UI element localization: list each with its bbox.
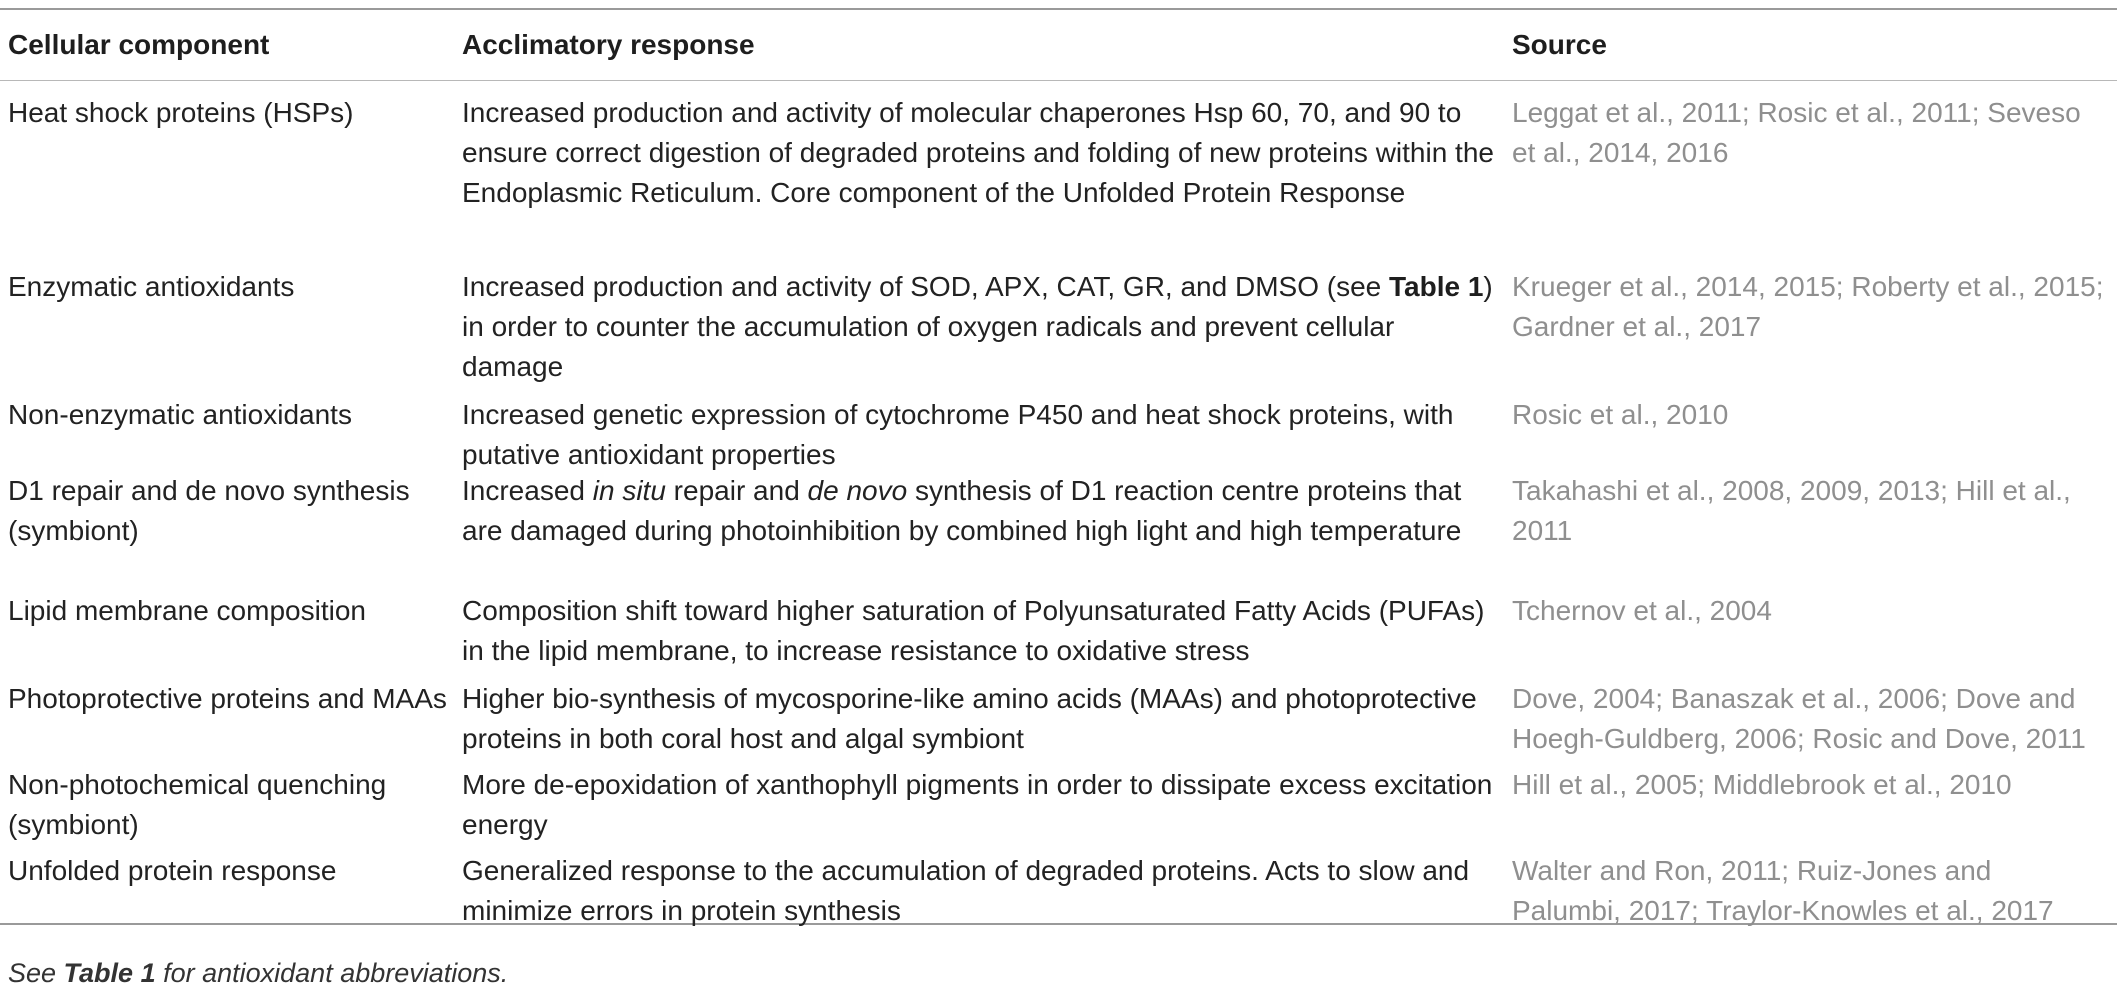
row-response: Increased production and activity of molecular chaperones Hsp 60, 70, and 90 to ensure correct digestion of degraded proteins and folding of new proteins within the Endoplasmic Reticulum. Core component of the Unfolded Protein Response: [462, 97, 1494, 208]
table-row: [0, 579, 2117, 667]
row-response: Generalized response to the accumulation of degraded proteins. Acts to slow and minimize errors in protein synthesis: [462, 855, 1470, 926]
row-source: Krueger et al., 2014, 2015; Roberty et al., 2015; Gardner et al., 2017: [1512, 271, 2104, 342]
row-response: [462, 471, 1512, 579]
header-acclimatory-response: Acclimatory response: [462, 29, 755, 60]
row-response: [462, 267, 1512, 383]
row-source: Tchernov et al., 2004: [1512, 595, 1772, 626]
row-component: Photoprotective proteins and MAAs: [8, 683, 447, 714]
row-source: Dove, 2004; Banaszak et al., 2006; Dove and Hoegh-Guldberg, 2006; Rosic and Dove, 2011: [1512, 683, 2086, 754]
row-source: Takahashi et al., 2008, 2009, 2013; Hill et al., 2011: [1512, 475, 2071, 546]
row-component: Lipid membrane composition: [8, 595, 366, 626]
response-text: ) in order to counter the accumulation of oxygen radicals and prevent cellular damage: [462, 271, 1493, 382]
response-text-italic: in situ: [592, 475, 666, 506]
row-response: More de-epoxidation of xanthophyll pigments in order to dissipate excess excitation energy: [462, 769, 1493, 840]
row-source: Rosic et al., 2010: [1512, 399, 1729, 430]
table-row: [0, 839, 2117, 926]
table-row: [0, 383, 2117, 470]
table-row: [0, 667, 2117, 753]
table-row: [0, 255, 2117, 383]
table-header-row: [0, 10, 2117, 80]
row-source: Hill et al., 2005; Middlebrook et al., 2010: [1512, 769, 2012, 800]
footnote-text: for antioxidant abbreviations.: [155, 958, 509, 988]
table-row: [0, 753, 2117, 839]
row-source: Leggat et al., 2011; Rosic et al., 2011; Seveso et al., 2014, 2016: [1512, 97, 2081, 168]
table-row: [0, 81, 2117, 255]
row-component: Enzymatic antioxidants: [8, 271, 295, 302]
table-reference-link[interactable]: Table 1: [63, 958, 156, 988]
response-text: Increased: [462, 475, 593, 506]
row-response: Composition shift toward higher saturation of Polyunsaturated Fatty Acids (PUFAs) in the lipid membrane, to increase resistance to oxidative stress: [462, 595, 1485, 666]
row-response: Increased genetic expression of cytochrome P450 and heat shock proteins, with putative antioxidant properties: [462, 399, 1454, 470]
row-component: Unfolded protein response: [8, 855, 337, 886]
header-source: Source: [1512, 29, 1607, 60]
response-text: repair and: [665, 475, 808, 506]
header-cellular-component: Cellular component: [8, 29, 270, 60]
response-text: Increased production and activity of SOD, APX, CAT, GR, and DMSO (see: [462, 271, 1389, 302]
response-text: synthesis of D1 reaction centre proteins that are damaged during photoinhibition by combined high light and high temperature: [462, 475, 1462, 546]
row-component: D1 repair and de novo synthesis (symbiont): [8, 475, 410, 546]
data-table: [0, 8, 2117, 925]
response-text-italic: de novo: [807, 475, 908, 506]
table-reference-link[interactable]: Table 1: [1389, 271, 1484, 302]
row-component: Non-photochemical quenching (symbiont): [8, 769, 387, 840]
footnote-text: See: [8, 958, 64, 988]
table-footnote: [8, 960, 508, 987]
row-source: Walter and Ron, 2011; Ruiz-Jones and Palumbi, 2017; Traylor-Knowles et al., 2017: [1512, 855, 2054, 926]
row-component: Heat shock proteins (HSPs): [8, 97, 354, 128]
table-row: [0, 459, 2117, 579]
row-component: Non-enzymatic antioxidants: [8, 399, 352, 430]
row-response: Higher bio-synthesis of mycosporine-like amino acids (MAAs) and photoprotective proteins in both coral host and algal symbiont: [462, 683, 1477, 754]
